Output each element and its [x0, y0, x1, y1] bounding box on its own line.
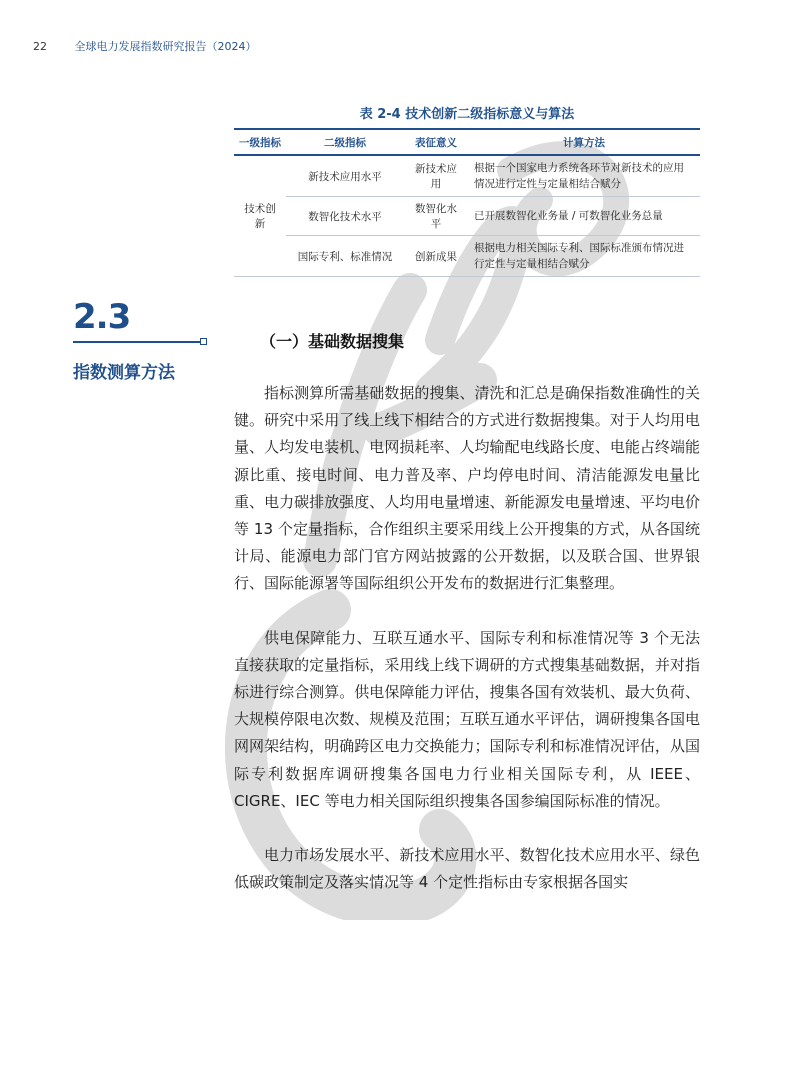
- paragraph: 指标测算所需基础数据的搜集、清洗和汇总是确保指数准确性的关键。研究中采用了线上线下相结合的方式进行数据搜集。对于人均用电量、人均发电装机、电网损耗率、人均输配电线路长度、电能占终端能源比重、接电时间、电力普及率、户均停电时间、清洁能源发电量比重、电力碳排放强度、人均用电量增速、新能源发电量增速、平均电价等 13 个定量指标，合作组织主要采用线上公开搜集的方式，从各国统计局、能源电力部门官方网站披露的公开数据，以及联合国、世界银行、国际能源署等国际组织公开发布的数据进行汇集整理。: [234, 384, 700, 593]
- body-text: [234, 380, 700, 923]
- header-meaning: 表征意义: [404, 129, 468, 155]
- paragraph: 供电保障能力、互联互通水平、国际专利和标准情况等 3 个无法直接获取的定量指标，采用线上线下调研的方式搜集基础数据，并对指标进行综合测算。供电保障能力评估，搜集各国有效装机、最大负荷、大规模停限电次数、规模及范围；互联互通水平评估，调研搜集各国电网网架结构，明确跨区电力交换能力；国际专利和标准情况评估，从国际专利数据库调研搜集各国电力行业相关国际专利，从 IEEE、CIGRE、IEC 等电力相关国际组织搜集各国参编国际标准的情况。: [234, 628, 700, 810]
- section-rule-end-marker: [200, 338, 207, 345]
- header-second-level: 二级指标: [286, 129, 404, 155]
- indicator-table: [234, 128, 700, 277]
- section-rule: [73, 341, 201, 343]
- second-level-cell: 数智化技术水平: [286, 197, 404, 236]
- meaning-cell: 数智化水平: [404, 197, 468, 236]
- method-cell: 根据电力相关国际专利、国际标准颁布情况进行定性与定量相结合赋分: [468, 236, 700, 277]
- table-row: [234, 155, 700, 197]
- first-level-cell: 技术创新: [234, 155, 286, 277]
- subheading: （一）基础数据搜集: [260, 332, 405, 351]
- table-caption: 表 2-4 技术创新二级指标意义与算法: [359, 107, 575, 122]
- table-row: [234, 236, 700, 277]
- meaning-cell: 创新成果: [404, 236, 468, 277]
- second-level-cell: 国际专利、标准情况: [286, 236, 404, 277]
- paragraph: 电力市场发展水平、新技术应用水平、数智化技术应用水平、绿色低碳政策制定及落实情况等 4 个定性指标由专家根据各国实: [234, 846, 700, 892]
- method-cell: 已开展数智化业务量 / 可数智化业务总量: [468, 197, 700, 236]
- meaning-cell: 新技术应用: [404, 155, 468, 197]
- header-method: 计算方法: [468, 129, 700, 155]
- table-header-row: [234, 129, 700, 155]
- running-title: 全球电力发展指数研究报告（2024）: [74, 40, 257, 53]
- section-title: 指数测算方法: [73, 363, 175, 383]
- section-number: 2.3: [73, 297, 131, 337]
- second-level-cell: 新技术应用水平: [286, 155, 404, 197]
- page-header: [33, 38, 257, 54]
- table-row: [234, 197, 700, 236]
- page-number: 22: [33, 40, 47, 53]
- method-cell: 根据一个国家电力系统各环节对新技术的应用情况进行定性与定量相结合赋分: [468, 155, 700, 197]
- header-first-level: 一级指标: [234, 129, 286, 155]
